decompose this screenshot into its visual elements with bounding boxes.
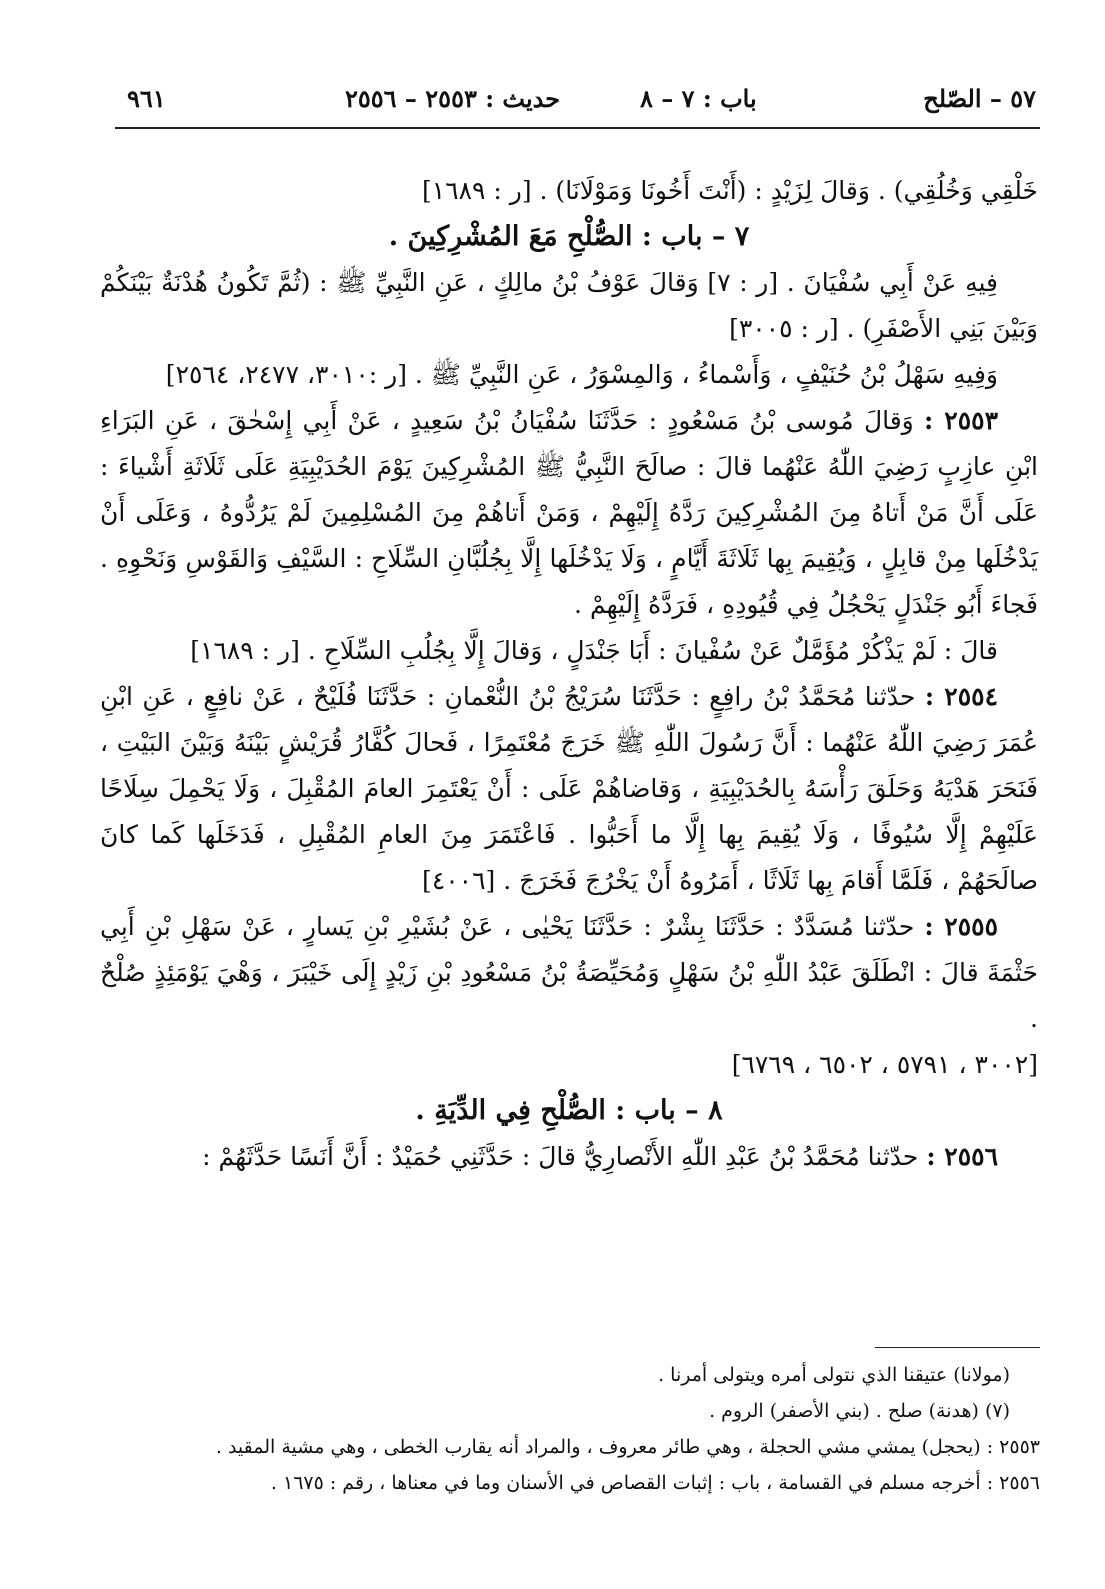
main-text (100, 168, 1038, 1180)
bab8-title: ٨ – باب : الصُّلْحِ فِي الدِّيَةِ . (415, 1095, 723, 1126)
hadith-number: ٢٥٥٦ : (926, 1142, 998, 1171)
footnote: (مولانا) عتيقنا الذي نتولى أمره ويتولى أمرنا . (658, 1364, 1010, 1386)
hadith-2555 (100, 904, 1038, 1042)
hadith-2555-refs: [٣٠٠٢ ، ٥٧٩١ ، ٦٥٠٢ ، ٦٧٦٩] (731, 1050, 1038, 1079)
page-number: ٩٦١ (127, 84, 166, 113)
hadith-2556 (100, 1134, 1038, 1180)
hadith-text: حدّثنا مُحَمَّدُ بْنُ رافِعٍ : حَدَّثَنَا سُرَيْجُ بْنُ النُّعْمانِ : حَدَّثَنَا فُلَيْحٌ ، عَنْ نافِعٍ ، عَنِ ابْنِ عُمَرَ رَضِيَ اللّٰهُ عَنْهُما : أَنَّ رَسُولَ اللّٰهِ ﷺ خَرَجَ مُعْتَمِرًا ، فَحالَ كُفَّارُ قُرَيْشٍ بَيْنَهُ وَبَيْنَ البَيْتِ ، فَنَحَرَ هَدْيَهُ وَحَلَقَ رَأْسَهُ بِالحُدَيْبِيَةِ ، وَقاضاهُمْ عَلَى : أَنْ يَعْتَمِرَ العامَ المُقْبِلَ ، وَلَا يَحْمِلَ سِلَاحًا عَلَيْهِمْ إِلَّا سُيُوفًا ، وَلَا يُقِيمَ بِها إِلَّا ما أَحَبُّوا . فَاعْتَمَرَ مِنَ العامِ المُقْبِلِ ، فَدَخَلَها كَما كانَ صالَحَهُمْ ، فَلَمَّا أَقامَ بِها ثَلَاثًا ، أَمَرُوهُ أَنْ يَخْرُجَ فَخَرَجَ . [٤٠٠٦] (100, 682, 1038, 895)
hadith-2553-note: قالَ : لَمْ يَذْكُرْ مُؤَمَّلٌ عَنْ سُفْيانَ : أَبَا جَنْدَلٍ ، وَقالَ إِلَّا بِجُلُبِ السِّلَاحِ . [ر : ١٦٨٩] (190, 636, 998, 665)
chapter-title: ٥٧ – الصّلح (923, 84, 1036, 113)
hadith-number: ٢٥٥٣ : (924, 406, 998, 435)
hadith-2553 (100, 398, 1038, 628)
hadith-range: حديث : ٢٥٥٣ – ٢٥٥٦ (345, 84, 561, 113)
hadith-text: وَقالَ مُوسى بْنُ مَسْعُودٍ : حَدَّثَنَا سُفْيَانُ بْنُ سَعِيدٍ ، عَنْ أَبِي إِسْحٰقَ ، عَنِ البَرَاءِ ابْنِ عازِبٍ رَضِيَ اللّٰهُ عَنْهُما قالَ : صالَحَ النَّبِيُّ ﷺ المُشْرِكِينَ يَوْمَ الحُدَيْبِيَةِ عَلَى ثَلَاثَةِ أَشْياءَ : عَلَى أَنَّ مَنْ أَتاهُ مِنَ المُشْرِكِينَ رَدَّهُ إِلَيْهِمْ ، وَمَنْ أَتاهُمْ مِنَ المُسْلِمِينَ لَمْ يَرُدُّوهُ ، وَعَلَى أَنْ يَدْخُلَها مِنْ قابِلٍ ، وَيُقِيمَ بِها ثَلَاثَةَ أَيَّامٍ ، وَلَا يَدْخُلَها إِلَّا بِجُلُبَّانِ السِّلَاحِ : السَّيْفِ وَالقَوْسِ وَنَحْوِهِ . فَجاءَ أَبُو جَنْدَلٍ يَحْجُلُ فِي قُيُودِهِ ، فَرَدَّهُ إِلَيْهِمْ . (100, 406, 1038, 619)
footnote: ٢٥٥٣ : (يحجل) يمشي مشي الحجلة ، وهي طائر معروف ، والمراد أنه يقارب الخطى ، وهي مشية المقيد . (215, 1436, 1040, 1458)
footnote: ٢٥٥٦ : أخرجه مسلم في القسامة ، باب : إثبات القصاص في الأسنان وما في معناها ، رقم : ١٦٧٥ . (270, 1472, 1040, 1494)
footnote-divider (875, 1347, 1040, 1348)
hadith-text: حدّثنا مُحَمَّدُ بْنُ عَبْدِ اللّٰهِ الأَنْصارِيُّ قالَ : حَدَّثَنِي حُمَيْدٌ : أَنَّ أَنَسًا حَدَّثَهُمْ : (202, 1142, 919, 1171)
bab-range: باب : ٧ – ٨ (640, 84, 757, 113)
hadith-2554 (100, 674, 1038, 904)
hadith-number: ٢٥٥٥ : (924, 912, 999, 941)
header-divider (115, 127, 1040, 129)
bab7-text-2: وَفِيهِ سَهْلُ بْنُ حُنَيْفٍ ، وَأَسْماءُ ، وَالمِسْوَرُ ، عَنِ النَّبِيِّ ﷺ . [ر :٣٠١٠، ٢٤٧٧، ٢٥٦٤] (165, 360, 998, 389)
intro-line: خَلْقِي وَخُلُقِي) . وَقالَ لِزَيْدٍ : (أَنْتَ أَخُونَا وَمَوْلَانَا) . [ر : ١٦٨٩] (421, 176, 1038, 205)
footnote: (٧) (هدنة) صلح . (بني الأصفر) الروم . (709, 1400, 1010, 1422)
bab7-title: ٧ – باب : الصُّلْحِ مَعَ المُشْرِكِينَ . (388, 221, 750, 252)
running-header (115, 78, 1040, 118)
bab7-text: فِيهِ عَنْ أَبِي سُفْيَانَ . [ر : ٧] وَقالَ عَوْفُ بْنُ مالِكٍ ، عَنِ النَّبِيِّ ﷺ : (ثُمَّ تَكُونُ هُدْنَةٌ بَيْنَكُمْ وَبَيْنَ بَنِي الأَصْفَرِ) . [ر : ٣٠٠٥] (100, 268, 1038, 343)
footnotes (150, 1360, 1040, 1504)
hadith-text: حدّثنا مُسَدَّدٌ : حَدَّثَنَا بِشْرٌ : حَدَّثَنَا يَحْيٰى ، عَنْ بُشَيْرِ بْنِ يَسارٍ ، عَنْ سَهْلِ بْنِ أَبِي حَثْمَةَ قالَ : انْطَلَقَ عَبْدُ اللّٰهِ بْنُ سَهْلٍ وَمُحَيِّصَةُ بْنُ مَسْعُودِ بْنِ زَيْدٍ إِلَى خَيْبَرَ ، وَهْيَ يَوْمَئِذٍ صُلْحٌ . (100, 912, 1038, 1033)
hadith-number: ٢٥٥٤ : (924, 682, 999, 711)
